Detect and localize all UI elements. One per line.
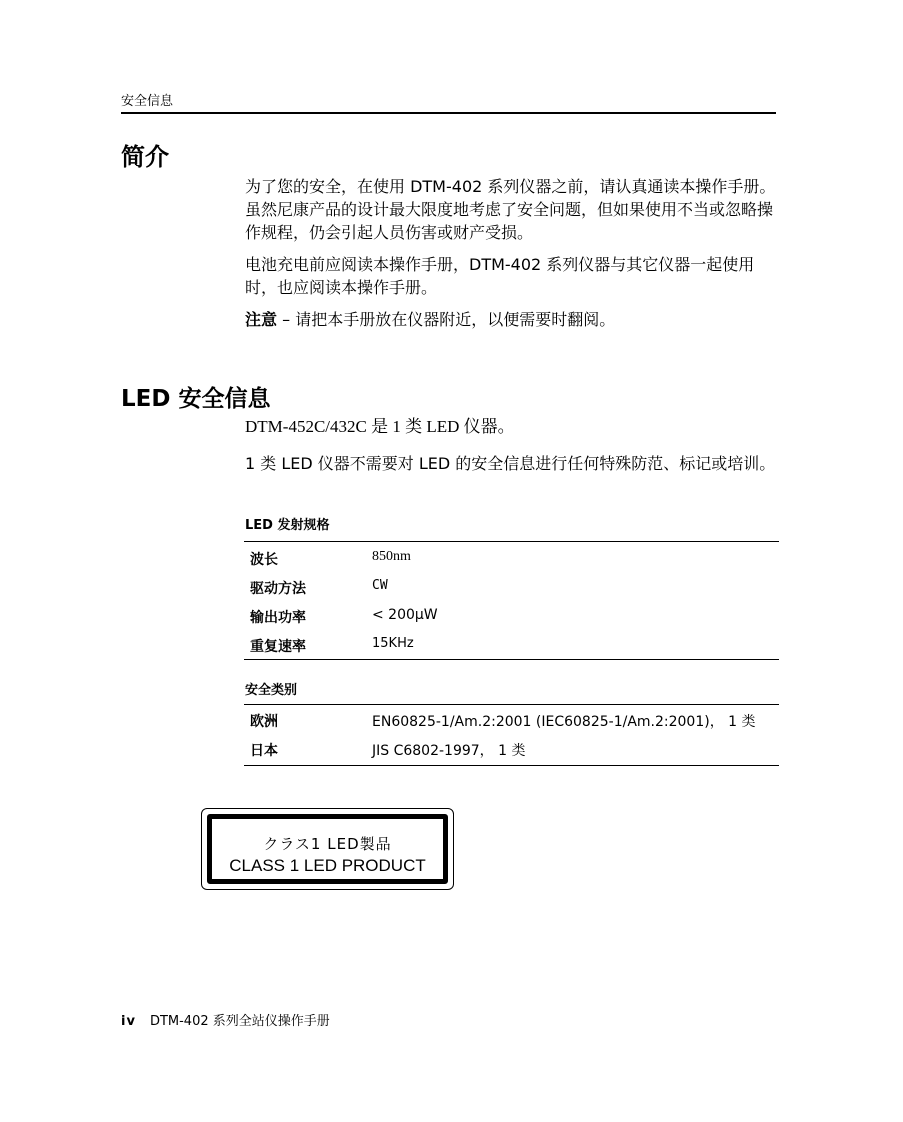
- row-value: EN60825-1/Am.2:2001 (IEC60825-1/Am.2:2001)， 1 类: [372, 714, 756, 730]
- label-border: [207, 814, 448, 884]
- table-rule: [244, 765, 779, 766]
- row-key: 驱动方法: [250, 581, 306, 597]
- row-value: CW: [372, 578, 388, 593]
- intro-note: [245, 308, 780, 331]
- intro-paragraph-2: 电池充电前应阅读本操作手册，DTM-402 系列仪器与其它仪器一起使用时，也应阅读本操作手册。: [245, 255, 755, 297]
- note-text: – 请把本手册放在仪器附近，以便需要时翻阅。: [277, 310, 616, 329]
- footer: [121, 1010, 330, 1029]
- row-value: 850nm: [372, 549, 411, 564]
- page-number: iv: [121, 1014, 136, 1029]
- class1-led-label: [201, 808, 454, 890]
- table-row: [250, 607, 780, 636]
- table-rule: [244, 659, 779, 660]
- row-value: < 200µW: [372, 607, 438, 623]
- led-title: LED 安全信息: [121, 386, 271, 412]
- note-label: 注意: [245, 310, 278, 329]
- label-english-text: CLASS 1 LED PRODUCT: [229, 856, 426, 875]
- row-key: 重复速率: [250, 639, 306, 655]
- footer-title: DTM-402 系列全站仪操作手册: [149, 1014, 330, 1029]
- table-row: [250, 711, 780, 740]
- header-rule: [121, 112, 776, 114]
- table-row: [250, 578, 780, 607]
- emission-spec-title: LED 发射规格: [245, 518, 330, 533]
- safety-class-title: 安全类别: [245, 683, 298, 698]
- row-key: 输出功率: [250, 610, 306, 626]
- led-paragraph-1: DTM-452C/432C 是 1 类 LED 仪器。: [245, 417, 515, 436]
- intro-paragraph-1: 为了您的安全，在使用 DTM-402 系列仪器之前，请认真通读本操作手册。虽然尼康产品的设计最大限度地考虑了安全问题，但如果使用不当或忽略操作规程，仍会引起人员伤害或财产受损。: [245, 177, 776, 242]
- table-rule: [244, 541, 779, 542]
- row-value: 15KHz: [372, 636, 414, 651]
- table-rule: [244, 704, 779, 705]
- row-value: JIS C6802-1997， 1 类: [372, 743, 526, 759]
- led-paragraph-2: 1 类 LED 仪器不需要对 LED 的安全信息进行任何特殊防范、标记或培训。: [245, 454, 776, 473]
- row-key: 欧洲: [250, 714, 278, 730]
- table-row: [250, 549, 780, 578]
- label-japanese-text: クラス1 LED製品: [263, 835, 392, 853]
- intro-title: 简介: [121, 143, 169, 171]
- running-header: 安全信息: [121, 94, 174, 109]
- row-key: 波长: [250, 552, 278, 568]
- table-row: [250, 636, 780, 665]
- row-key: 日本: [250, 743, 278, 759]
